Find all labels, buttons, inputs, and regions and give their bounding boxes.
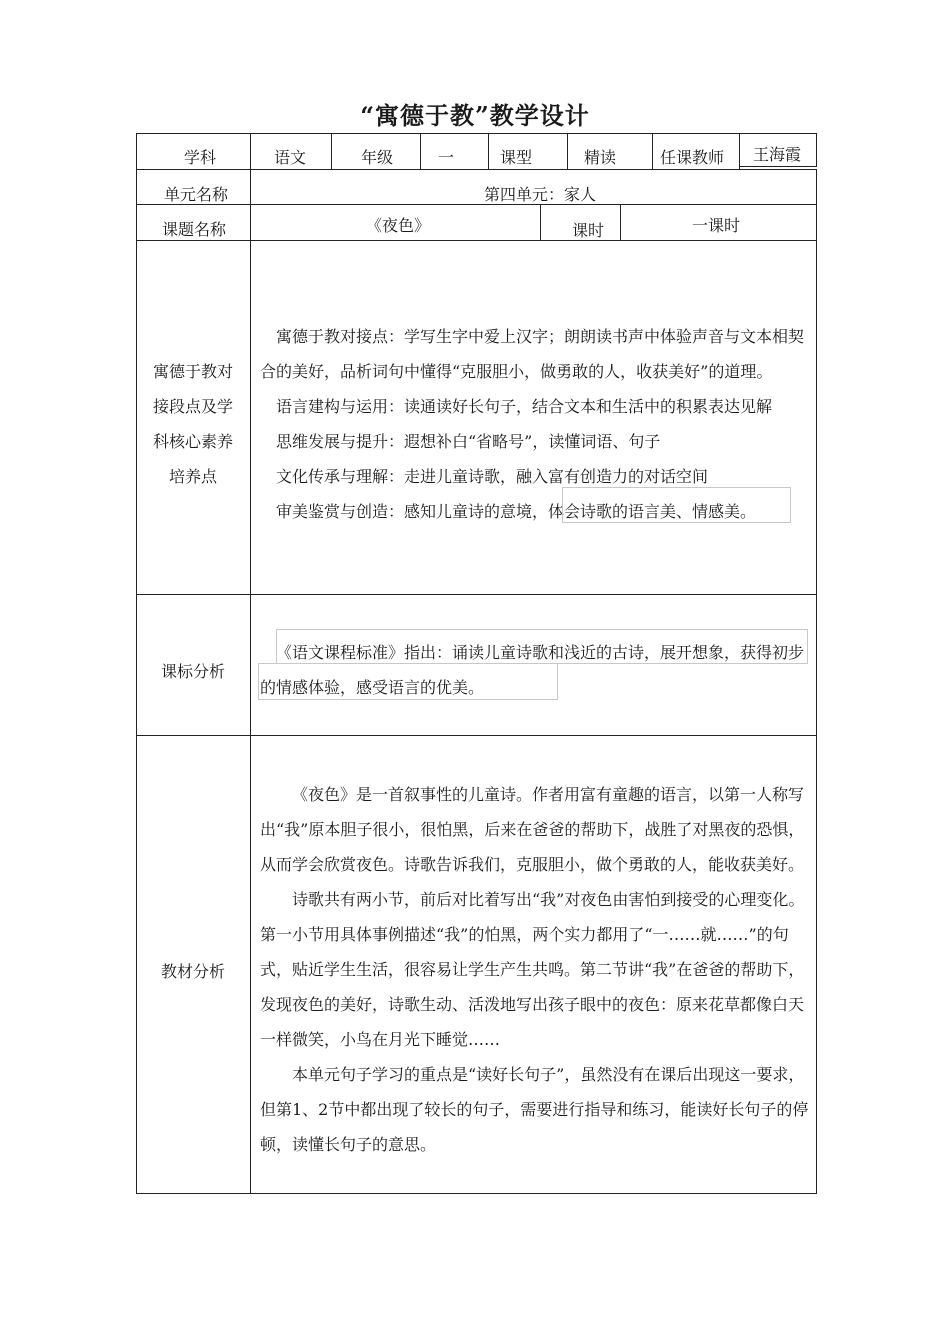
moral-last-point-b: 体会诗歌的语言美、情感美。 xyxy=(548,502,757,521)
topic-value: 《夜色》 xyxy=(366,216,431,235)
teacher-label: 任课教师 xyxy=(660,148,725,167)
moral-intro: 寓德于教对接点：学写生字中爱上汉字；朗朗读书声中体验声音与文本相契合的美好，品析词句中懂得“克服胆小，做勇敢的人，收获美好”的道理。 xyxy=(260,327,805,381)
moral-point: 语言建构与运用：读通读好长句子，结合文本和生活中的积累表达见解 xyxy=(276,397,773,416)
material-paragraph: 《夜色》是一首叙事性的儿童诗。作者用富有童趣的语言，以第一人称写出“我”原本胆子很小，很怕黑，后来在爸爸的帮助下，战胜了对黑夜的恐惧，从而学会欣赏夜色。诗歌告诉我们，克服胆小，做个勇敢的人，能收获美好。 xyxy=(260,785,805,874)
document-title: “寓德于教”教学设计 xyxy=(360,101,590,130)
grade-value: 一 xyxy=(438,148,455,167)
lesson-plan-table xyxy=(136,133,817,1194)
highlight-frame xyxy=(562,487,791,523)
subject-value: 语文 xyxy=(274,148,307,167)
cell-grade-value xyxy=(420,133,489,170)
moral-label-line: 科核心素养 xyxy=(152,432,233,451)
standard-label: 课标分析 xyxy=(161,662,226,681)
material-paragraph: 诗歌共有两小节，前后对比着写出“我”对夜色由害怕到接受的心理变化。第一小节用具体事例描述“我”的怕黑，两个实力都用了“一……就……”的句式，贴近学生生活，很容易让学生产生共鸣。第二节讲“我”在爸爸的帮助下，发现夜色的美好，诗歌生动、活泼地写出孩子眼中的夜色：原来花草都像白天一样微笑，小鸟在月光下睡觉…… xyxy=(260,890,805,1049)
teacher-value: 王海霞 xyxy=(753,145,802,164)
moral-label-line: 接段点及学 xyxy=(152,397,233,416)
material-content xyxy=(260,777,816,1162)
moral-label-line: 培养点 xyxy=(168,467,217,486)
standard-frame-bottom xyxy=(258,663,558,700)
unit-value: 第四单元：家人 xyxy=(484,185,597,204)
lesson-type-label: 课型 xyxy=(500,148,533,167)
moral-point: 思维发展与提升：遐想补白“省略号”，读懂词语、句子 xyxy=(276,432,661,451)
topic-label: 课题名称 xyxy=(162,220,227,239)
moral-point: 文化传承与理解：走进儿童诗歌，融入富有创造力的对话空间 xyxy=(276,467,709,486)
hours-label: 课时 xyxy=(572,221,605,240)
hours-value: 一课时 xyxy=(692,216,741,235)
material-label: 教材分析 xyxy=(161,962,226,981)
moral-label-line: 寓德于教对 xyxy=(152,362,233,381)
lesson-type-value: 精读 xyxy=(584,148,617,167)
unit-label: 单元名称 xyxy=(164,185,229,204)
standard-frame-top xyxy=(276,629,808,664)
material-paragraph: 本单元句子学习的重点是“读好长句子”，虽然没有在课后出现这一要求，但第1、2节中都出现了较长的句子，需要进行指导和练习，能读好长句子的停顿，读懂长句子的意思。 xyxy=(260,1065,809,1154)
moral-label xyxy=(142,354,244,494)
grade-label: 年级 xyxy=(361,148,394,167)
subject-label: 学科 xyxy=(184,148,217,167)
standard-content: 《语文课程标准》指出：诵读儿童诗歌和浅近的古诗，展开想象，获得初步的情感体验，感受语言的优美。 xyxy=(260,643,805,697)
moral-last-point-a: 审美鉴赏与创造：感知儿童诗的意境， xyxy=(276,502,549,521)
